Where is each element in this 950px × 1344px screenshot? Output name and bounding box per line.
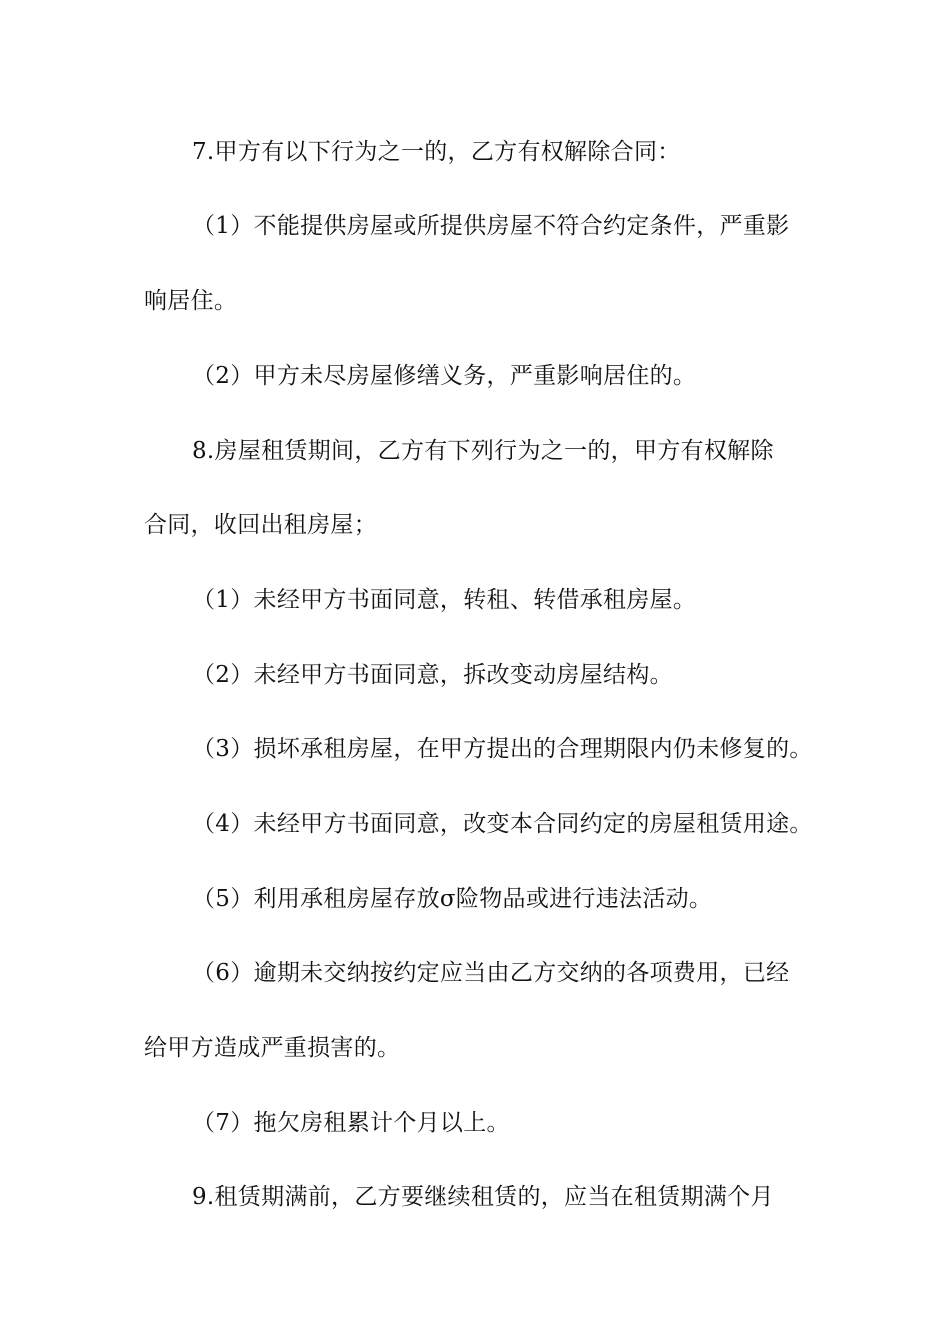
clause-8-item-5: （5）利用承租房屋存放σ险物品或进行违法活动。 [192,886,713,912]
clause-8-heading-continued: 合同，收回出租房屋； [144,512,377,538]
clause-8-item-6: （6）逾期未交纳按约定应当由乙方交纳的各项费用，已经 [192,960,790,986]
clause-8-item-7: （7）拖欠房租累计个月以上。 [192,1110,510,1136]
clause-8-heading: 8.房屋租赁期间，乙方有下列行为之一的，甲方有权解除 [192,438,774,464]
clause-7-item-1: （1）不能提供房屋或所提供房屋不符合约定条件，严重影 [192,213,790,239]
clause-8-item-1: （1）未经甲方书面同意，转租、转借承租房屋。 [192,587,697,613]
clause-9-heading: 9.租赁期满前，乙方要继续租赁的，应当在租赁期满个月 [192,1184,774,1210]
clause-8-item-6-continued: 给甲方造成严重损害的。 [144,1035,401,1061]
clause-7-heading: 7.甲方有以下行为之一的，乙方有权解除合同： [192,139,681,165]
clause-7-item-2: （2）甲方未尽房屋修缮义务，严重影响居住的。 [192,363,697,389]
clause-7-item-1-continued: 响居住。 [144,288,238,314]
clause-8-item-4: （4）未经甲方书面同意，改变本合同约定的房屋租赁用途。 [192,811,813,837]
clause-8-item-3: （3）损坏承租房屋，在甲方提出的合理期限内仍未修复的。 [192,736,813,762]
clause-8-item-2: （2）未经甲方书面同意，拆改变动房屋结构。 [192,662,673,688]
